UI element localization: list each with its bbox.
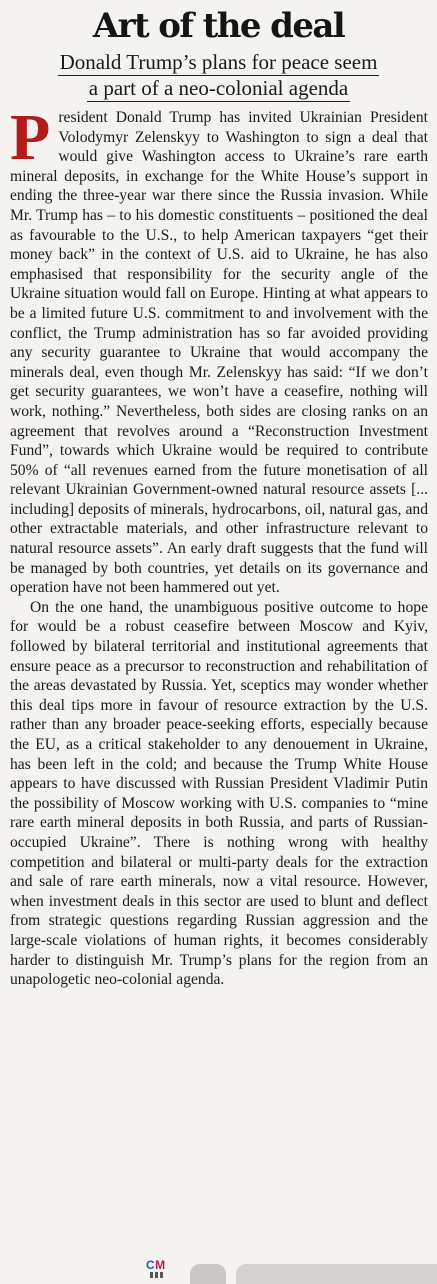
paragraph-1-text: resident Donald Trump has invited Ukrainian President Volodymyr Zelenskyy to Washington to sign a deal that would give Washington access to Ukraine’s rare earth mineral deposits, in exchange for the White House’s support in ending the three-year war there since the Russia invasion. While Mr. Trump has – to his domestic constituents – positioned the deal as favourable to the U.S., to help American taxpayers “get their money back” in the context of U.S. aid to Ukraine, he has also emphasised that responsibility for the security angle of the Ukraine situation would fall on Europe. Hinting at what appears to be a limited future U.S. commitment to and involvement with the conflict, the Trump administration has so far avoided providing any security guarantee to Ukraine that would accompany the minerals deal, even though Mr. Zelenskyy has said: “If we don’t get security guarantees, we won’t have a ceasefire, nothing will work, nothing.” Nevertheless, both sides are closing ranks on an agreement that revolves around a “Reconstruction Investment Fund”, towards which Ukraine would be required to contribute 50% of “all revenues earned from the future monetisation of all relevant Ukrainian Government-owned natural resource assets [... including] deposits of minerals, hydrocarbons, oil, natural gas, and other extractable materials, and other infrastructure relevant to natural resource assets”. An early draft suggests that the fund will be managed by both countries, yet details on its governance and operation have not been hammered out yet. — [10, 109, 428, 597]
mark-c: C — [146, 1258, 156, 1272]
headline: Art of the deal — [92, 6, 345, 46]
deck-line-2: a part of a neo-colonial agenda — [88, 76, 349, 100]
bottom-bar[interactable] — [236, 1264, 437, 1284]
article-body — [10, 101, 428, 990]
drop-cap: P — [10, 101, 51, 174]
deck — [0, 50, 437, 102]
paragraph-1 — [10, 101, 428, 598]
print-registration-mark — [146, 1258, 166, 1272]
mark-m: M — [155, 1258, 166, 1272]
deck-line-1: Donald Trump’s plans for peace seem — [59, 50, 378, 74]
scroll-handle[interactable] — [190, 1264, 226, 1284]
paragraph-2: On the one hand, the unambiguous positive outcome to hope for would be a robust ceasefire between Moscow and Kyiv, followed by bilateral territorial and institutional agreements that ensure peace as a precursor to reconstruction and rehabilitation of the areas devastated by Russia. Yet, sceptics may wonder whether this deal tips more in favour of resource extraction by the U.S. rather than any broader peace-seeking efforts, especially because the EU, as a critical stakeholder to any denouement in Ukraine, has been left in the cold; and because the Trump White House appears to have discussed with Russian President Vladimir Putin the possibility of Moscow working with U.S. companies to “mine rare earth mineral deposits in both Russia, and parts of Russian-occupied Ukraine”. There is nothing wrong with healthy competition and bilateral or multi-party deals for the extraction and sale of rare earth minerals, now a vital resource. However, when investment deals in this sector are used to blunt and deflect from strategic questions regarding Russian aggression and the large-scale violations of human rights, it becomes considerably harder to distinguish Mr. Trump’s plans for the region from an unapologetic neo-colonial agenda. — [10, 598, 428, 989]
registration-dots-icon — [150, 1272, 164, 1278]
